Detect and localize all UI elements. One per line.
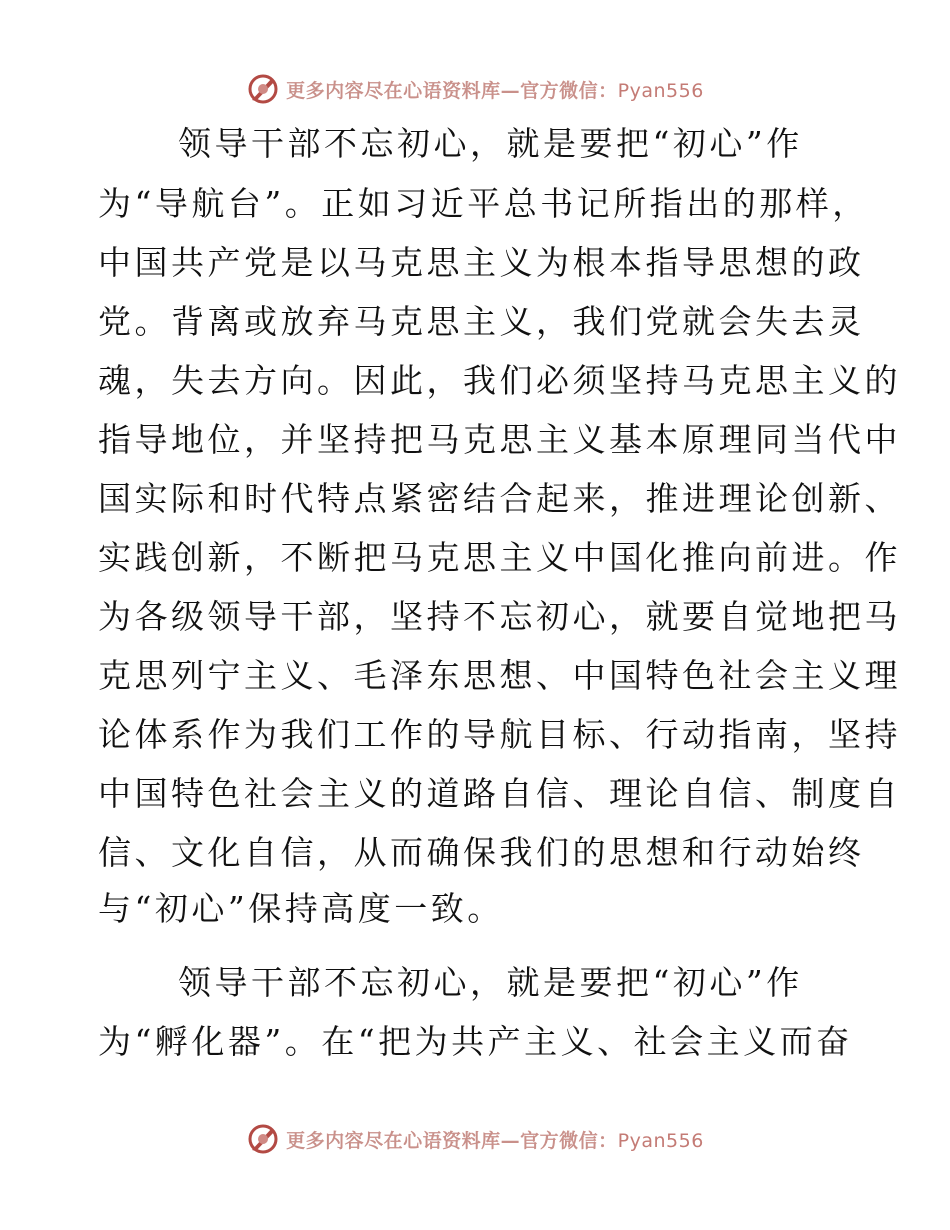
text-line: 论体系作为我们工作的导航目标、行动指南，坚持 (98, 715, 901, 754)
wechat-id: Pyan556 (617, 79, 704, 102)
quill-logo-icon (246, 1122, 280, 1156)
watermark-text: 更多内容尽在心语资料库—官方微信：Pyan556 (286, 1129, 704, 1152)
text-line: 实践创新，不断把马克思主义中国化推向前进。作 (98, 538, 901, 577)
text-line: 中国特色社会主义的道路自信、理论自信、制度自 (98, 774, 901, 813)
text-line: 信、文化自信，从而确保我们的思想和行动始终 (98, 833, 865, 872)
text-line: 党。背离或放弃马克思主义，我们党就会失去灵 (98, 302, 865, 341)
text-line: 指导地位，并坚持把马克思主义基本原理同当代中 (98, 420, 901, 459)
header-watermark (0, 72, 950, 106)
text-line: 为“导航台”。正如习近平总书记所指出的那样， (98, 184, 869, 223)
footer-watermark (0, 1122, 950, 1156)
text-line: 为“孵化器”。在“把为共产主义、社会主义而奋 (98, 1022, 853, 1061)
text-line: 与“初心”保持高度一致。 (98, 889, 504, 928)
text-line: 领导干部不忘初心，就是要把“初心”作 (178, 963, 803, 1002)
watermark-text: 更多内容尽在心语资料库—官方微信：Pyan556 (286, 79, 704, 102)
text-line: 为各级领导干部，坚持不忘初心，就要自觉地把马 (98, 597, 901, 636)
wechat-id: Pyan556 (617, 1129, 704, 1152)
text-line: 克思列宁主义、毛泽东思想、中国特色社会主义理 (98, 656, 901, 695)
text-line: 国实际和时代特点紧密结合起来，推进理论创新、 (98, 479, 901, 518)
text-line: 魂，失去方向。因此，我们必须坚持马克思主义的 (98, 361, 901, 400)
text-line: 领导干部不忘初心，就是要把“初心”作 (178, 124, 803, 163)
text-line: 中国共产党是以马克思主义为根本指导思想的政 (98, 243, 865, 282)
quill-logo-icon (246, 72, 280, 106)
